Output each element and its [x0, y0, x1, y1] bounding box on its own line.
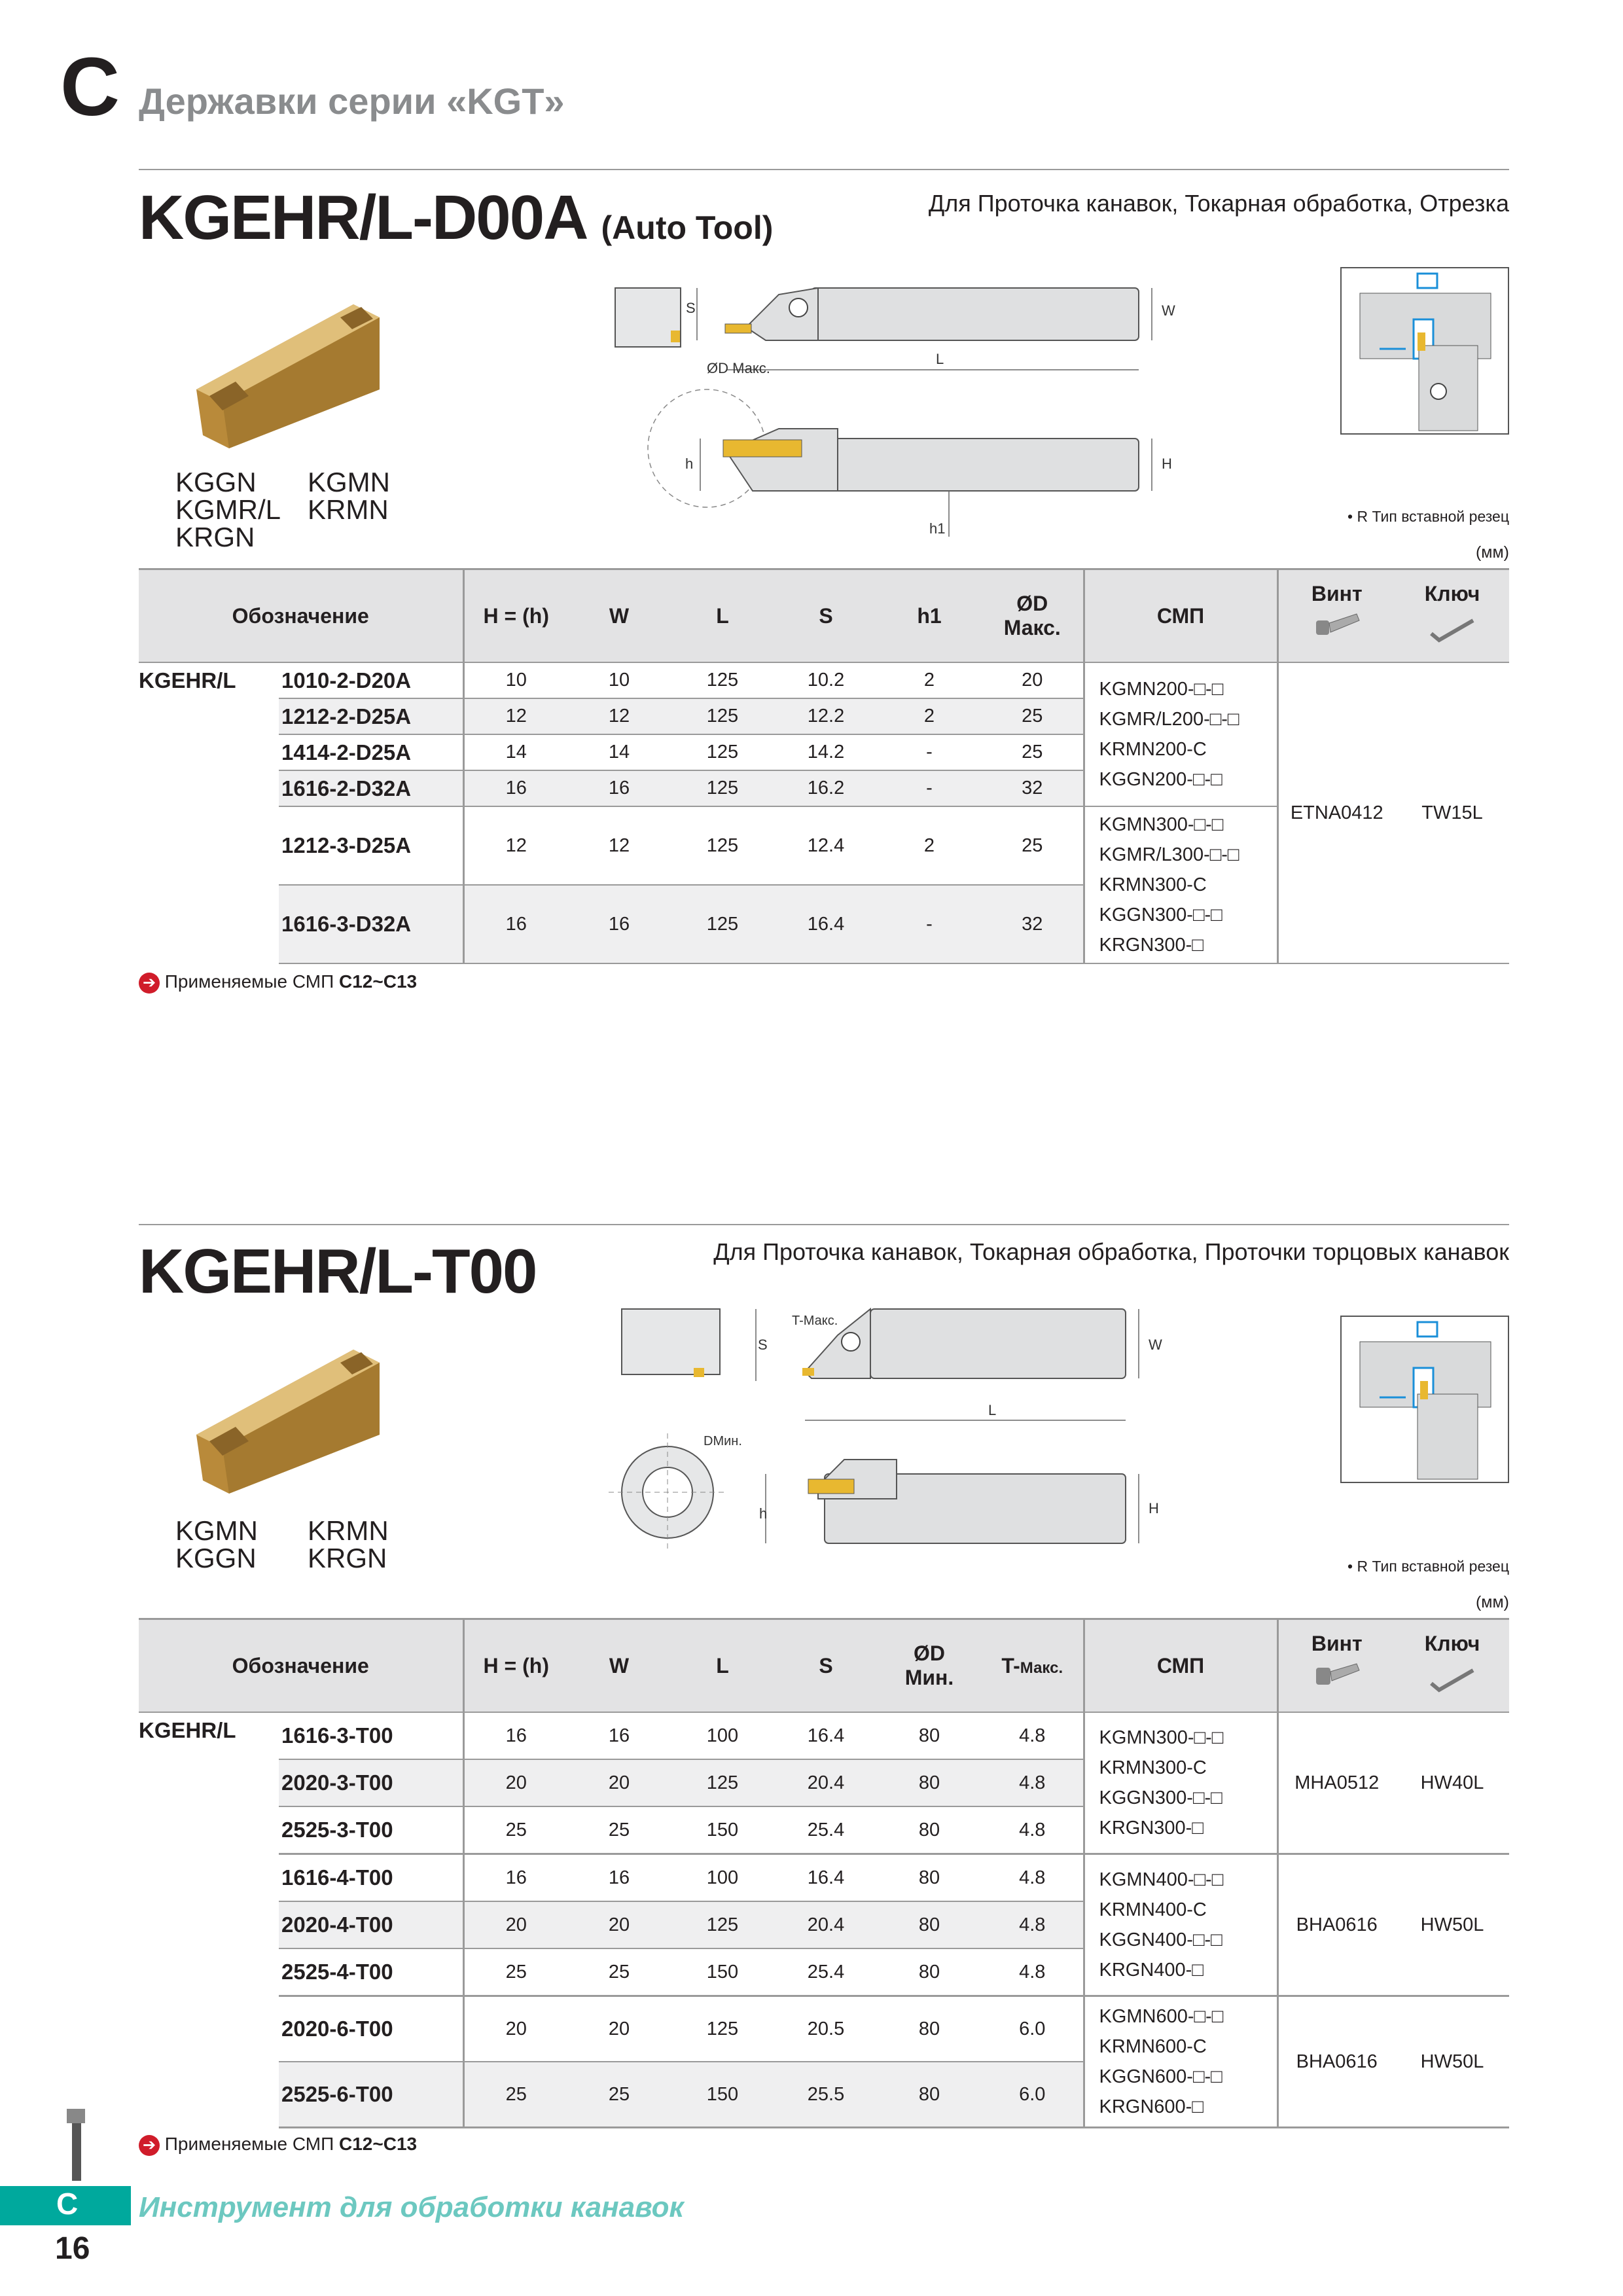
orientation-diagram-2 — [1340, 1316, 1509, 1483]
col-smp: СМП — [1084, 569, 1277, 663]
label-h1: h1 — [929, 520, 946, 537]
row-code: 1616-3-T00 — [279, 1712, 463, 1759]
insert-name: KGGN — [175, 467, 257, 497]
applicable-inserts-link-2[interactable] — [139, 2134, 417, 2156]
cell-l: 100 — [670, 1712, 775, 1759]
cell-w: 10 — [568, 662, 670, 698]
cell-d: 80 — [877, 1806, 982, 1854]
label-s: S — [686, 300, 696, 316]
tool-drawing-2 — [596, 1302, 1263, 1564]
cell-t: 4.8 — [982, 1806, 1084, 1854]
cell-d: 80 — [877, 1759, 982, 1806]
smp-item: KGGN600-□-□ — [1099, 2066, 1222, 2087]
cell-t: 4.8 — [982, 1854, 1084, 1902]
col-s: S — [775, 569, 877, 663]
product-subtitle: (Auto Tool) — [601, 209, 774, 246]
note-2: • R Тип вставной резец — [1347, 1558, 1509, 1575]
cell-w: 25 — [568, 1806, 670, 1854]
page-number: 16 — [55, 2231, 90, 2266]
row-code: 2020-4-T00 — [279, 1901, 463, 1948]
col-l: L — [670, 569, 775, 663]
col-d-bottom: Макс. — [1003, 616, 1061, 639]
smp-item: KRMN400-C — [1099, 1899, 1207, 1920]
cell-w: 12 — [568, 806, 670, 885]
cell-l: 125 — [670, 770, 775, 806]
cell-t: 4.8 — [982, 1712, 1084, 1759]
key-value: HW40L — [1395, 1712, 1509, 1854]
label-d: ØD Макс. — [707, 360, 770, 376]
col-screw-label: Винт — [1311, 1631, 1363, 1655]
row-code: 1212-3-D25A — [279, 806, 463, 885]
cell-l: 150 — [670, 1948, 775, 1996]
smp-item: KGMN300-□-□ — [1099, 1727, 1224, 1748]
label-l: L — [936, 351, 944, 367]
insert-name: KGGN — [175, 1543, 257, 1573]
label-t: T-Макс. — [792, 1314, 838, 1328]
key-value: TW15L — [1395, 662, 1509, 963]
cell-w: 20 — [568, 1901, 670, 1948]
row-code: 1616-2-D32A — [279, 770, 463, 806]
smp-item: KGGN400-□-□ — [1099, 1929, 1222, 1950]
smp-group-2 — [1084, 806, 1277, 963]
cell-l: 125 — [670, 806, 775, 885]
col-key — [1395, 569, 1509, 663]
smp-item: KRMN300-C — [1099, 874, 1207, 895]
label-w: W — [1162, 302, 1175, 319]
screw-value: BHA0616 — [1277, 1996, 1395, 2128]
row-code: 1414-2-D25A — [279, 734, 463, 770]
cell-l: 125 — [670, 1901, 775, 1948]
smp-item: KRMN600-C — [1099, 2036, 1207, 2057]
cell-t: 4.8 — [982, 1948, 1084, 1996]
cell-w: 16 — [568, 1712, 670, 1759]
cell-h: 25 — [463, 1806, 568, 1854]
cell-w: 20 — [568, 1996, 670, 2062]
cell-s: 16.4 — [775, 885, 877, 963]
insert-name: KRGN — [308, 1543, 387, 1573]
key-value: HW50L — [1395, 1996, 1509, 2128]
insert-image-1 — [190, 298, 386, 455]
cell-l: 100 — [670, 1854, 775, 1902]
cell-l: 125 — [670, 662, 775, 698]
label-h: h — [759, 1505, 768, 1522]
insert-name: KGMR/L — [175, 494, 281, 525]
applicable-inserts-link-1[interactable] — [139, 971, 417, 994]
cell-d: 25 — [982, 806, 1084, 885]
cell-w: 12 — [568, 698, 670, 734]
cell-l: 125 — [670, 698, 775, 734]
chapter-letter: C — [60, 41, 120, 133]
label-d: DМин. — [704, 1434, 742, 1448]
cell-h: 12 — [463, 698, 568, 734]
cell-d: 80 — [877, 1996, 982, 2062]
smp-item: KGMN400-□-□ — [1099, 1869, 1224, 1890]
cell-w: 16 — [568, 770, 670, 806]
cell-s: 25.4 — [775, 1806, 877, 1854]
cell-s: 12.4 — [775, 806, 877, 885]
product-code: KGEHR/L-D00A — [139, 183, 585, 253]
cell-d: 32 — [982, 770, 1084, 806]
cell-s: 20.4 — [775, 1759, 877, 1806]
cell-w: 16 — [568, 1854, 670, 1902]
cell-t: 4.8 — [982, 1901, 1084, 1948]
col-smp: СМП — [1084, 1619, 1277, 1713]
screw-value: ETNA0412 — [1277, 662, 1395, 963]
cell-h: 16 — [463, 1712, 568, 1759]
cell-h1: - — [877, 770, 982, 806]
cell-d: 80 — [877, 1854, 982, 1902]
insert-name: KRGN — [175, 522, 255, 552]
link-pages: C12~C13 — [339, 971, 418, 992]
smp-item: KGGN300-□-□ — [1099, 1787, 1222, 1808]
cell-h: 20 — [463, 1901, 568, 1948]
chapter-title: Державки серии «KGT» — [139, 81, 565, 122]
header-rule — [139, 169, 1509, 170]
label-l: L — [988, 1402, 997, 1418]
hex-key-icon — [1426, 1656, 1478, 1695]
smp-group — [1084, 1712, 1277, 1854]
cell-t: 6.0 — [982, 1996, 1084, 2062]
spec-table-1 — [139, 568, 1509, 964]
cell-w: 20 — [568, 1759, 670, 1806]
col-screw-label: Винт — [1311, 581, 1363, 605]
label-w: W — [1149, 1336, 1162, 1353]
cell-t: 6.0 — [982, 2062, 1084, 2128]
smp-item: KRMN300-C — [1099, 1757, 1207, 1778]
smp-item: KRGN400-□ — [1099, 1960, 1204, 1981]
col-key-label: Ключ — [1424, 1631, 1480, 1655]
smp-item: KRGN300-□ — [1099, 935, 1204, 956]
smp-item: KGMR/L300-□-□ — [1099, 844, 1240, 865]
cell-h: 14 — [463, 734, 568, 770]
cell-w: 25 — [568, 1948, 670, 1996]
smp-item: KGGN300-□-□ — [1099, 905, 1222, 925]
cell-h: 10 — [463, 662, 568, 698]
cell-d: 25 — [982, 734, 1084, 770]
smp-item: KGMN600-□-□ — [1099, 2006, 1224, 2027]
col-h: H = (h) — [463, 569, 568, 663]
chapter-tab-letter: C — [56, 2187, 79, 2221]
note-1: • R Тип вставной резец — [1347, 508, 1509, 525]
cell-s: 25.5 — [775, 2062, 877, 2128]
label-H: H — [1149, 1500, 1159, 1516]
cell-t: 4.8 — [982, 1759, 1084, 1806]
screw-value: MHA0512 — [1277, 1712, 1395, 1854]
col-h1: h1 — [877, 569, 982, 663]
insert-image-2 — [190, 1343, 386, 1500]
smp-item: KGMN300-□-□ — [1099, 814, 1224, 835]
col-d-top: ØD — [1016, 592, 1048, 615]
col-t-sub: Макс. — [1020, 1659, 1063, 1677]
cell-d: 80 — [877, 1901, 982, 1948]
cell-s: 16.4 — [775, 1712, 877, 1759]
cell-l: 125 — [670, 1759, 775, 1806]
cell-h: 12 — [463, 806, 568, 885]
col-w: W — [568, 1619, 670, 1713]
cell-w: 16 — [568, 885, 670, 963]
label-h: h — [685, 456, 694, 472]
key-icon — [1426, 606, 1478, 645]
smp-item: KGGN200-□-□ — [1099, 769, 1222, 790]
row-code: 2525-6-T00 — [279, 2062, 463, 2128]
row-code: 1616-3-D32A — [279, 885, 463, 963]
insert-name: KRMN — [308, 494, 389, 525]
cell-s: 14.2 — [775, 734, 877, 770]
link-label: Применяемые СМП — [164, 2134, 334, 2154]
cell-h1: - — [877, 734, 982, 770]
insert-name: KRMN — [308, 1515, 389, 1546]
label-H: H — [1162, 456, 1172, 472]
side-tool-icon — [56, 2109, 96, 2186]
insert-name: KGMN — [175, 1515, 258, 1546]
cell-s: 16.2 — [775, 770, 877, 806]
col-screw — [1277, 569, 1395, 663]
row-code: 2020-6-T00 — [279, 1996, 463, 2062]
cell-l: 125 — [670, 1996, 775, 2062]
cell-h1: 2 — [877, 698, 982, 734]
unit-2: (мм) — [1475, 1593, 1509, 1611]
insert-name: KGMN — [308, 467, 390, 497]
smp-group-1 — [1084, 662, 1277, 806]
smp-group — [1084, 1996, 1277, 2128]
smp-item: KRGN300-□ — [1099, 1818, 1204, 1839]
row-code: 1616-4-T00 — [279, 1854, 463, 1902]
cell-w: 14 — [568, 734, 670, 770]
col-d — [877, 1619, 982, 1713]
applications-2: Для Проточка канавок, Токарная обработка, Проточки торцовых канавок — [713, 1238, 1509, 1265]
col-t — [982, 1619, 1084, 1713]
cell-s: 20.4 — [775, 1901, 877, 1948]
col-key — [1395, 1619, 1509, 1713]
tool-drawing-1 — [609, 275, 1263, 550]
smp-item: KGMR/L200-□-□ — [1099, 709, 1240, 730]
cell-d: 80 — [877, 2062, 982, 2128]
smp-item: KGMN200-□-□ — [1099, 679, 1224, 700]
smp-group — [1084, 1854, 1277, 1996]
screw-icon — [1311, 1656, 1363, 1695]
col-w: W — [568, 569, 670, 663]
cell-s: 20.5 — [775, 1996, 877, 2062]
cell-h: 16 — [463, 1854, 568, 1902]
col-l: L — [670, 1619, 775, 1713]
cell-h: 20 — [463, 1996, 568, 2062]
col-t-main: T- — [1001, 1653, 1020, 1677]
orientation-diagram-1 — [1340, 267, 1509, 435]
cell-d: 80 — [877, 1948, 982, 1996]
link-pages: C12~C13 — [339, 2134, 418, 2154]
col-h: H = (h) — [463, 1619, 568, 1713]
label-s: S — [758, 1336, 768, 1353]
col-d — [982, 569, 1084, 663]
cell-w: 25 — [568, 2062, 670, 2128]
screw-value: BHA0616 — [1277, 1854, 1395, 1996]
cell-h: 16 — [463, 885, 568, 963]
row-code: 2525-3-T00 — [279, 1806, 463, 1854]
chapter-name: Инструмент для обработки канавок — [139, 2191, 684, 2223]
cell-d: 32 — [982, 885, 1084, 963]
col-key-label: Ключ — [1424, 581, 1480, 605]
cell-h1: 2 — [877, 662, 982, 698]
link-label: Применяемые СМП — [164, 971, 334, 992]
cell-h: 16 — [463, 770, 568, 806]
smp-item: KRGN600-□ — [1099, 2096, 1204, 2117]
cell-l: 125 — [670, 885, 775, 963]
col-d-bottom: Мин. — [904, 1666, 954, 1689]
cell-h: 20 — [463, 1759, 568, 1806]
applications-1: Для Проточка канавок, Токарная обработка, Отрезка — [928, 190, 1509, 217]
cell-h: 25 — [463, 1948, 568, 1996]
arrow-circle-icon: ➔ — [139, 2135, 160, 2156]
section-rule-2 — [139, 1224, 1509, 1225]
col-s: S — [775, 1619, 877, 1713]
cell-s: 25.4 — [775, 1948, 877, 1996]
row-code: 2020-3-T00 — [279, 1759, 463, 1806]
product-title-2: KGEHR/L-T00 — [139, 1236, 537, 1306]
cell-l: 150 — [670, 2062, 775, 2128]
cell-d: 20 — [982, 662, 1084, 698]
cell-d: 80 — [877, 1712, 982, 1759]
col-d-top: ØD — [914, 1641, 945, 1665]
cell-l: 150 — [670, 1806, 775, 1854]
unit-1: (мм) — [1475, 543, 1509, 562]
spec-table-2 — [139, 1618, 1509, 2128]
product-title-1 — [139, 182, 773, 254]
col-screw — [1277, 1619, 1395, 1713]
key-value: HW50L — [1395, 1854, 1509, 1996]
cell-d: 25 — [982, 698, 1084, 734]
cell-h1: - — [877, 885, 982, 963]
cell-h1: 2 — [877, 806, 982, 885]
row-code: 1212-2-D25A — [279, 698, 463, 734]
screw-icon — [1311, 606, 1363, 645]
row-code: 1010-2-D20A — [279, 662, 463, 698]
cell-s: 12.2 — [775, 698, 877, 734]
row-code: 2525-4-T00 — [279, 1948, 463, 1996]
smp-item: KRMN200-C — [1099, 739, 1207, 760]
col-designation: Обозначение — [139, 569, 463, 663]
cell-l: 125 — [670, 734, 775, 770]
cell-s: 16.4 — [775, 1854, 877, 1902]
arrow-circle-icon: ➔ — [139, 973, 160, 994]
series-name: KGEHR/L — [139, 1712, 279, 2128]
series-name: KGEHR/L — [139, 662, 279, 963]
col-designation: Обозначение — [139, 1619, 463, 1713]
cell-h: 25 — [463, 2062, 568, 2128]
cell-s: 10.2 — [775, 662, 877, 698]
